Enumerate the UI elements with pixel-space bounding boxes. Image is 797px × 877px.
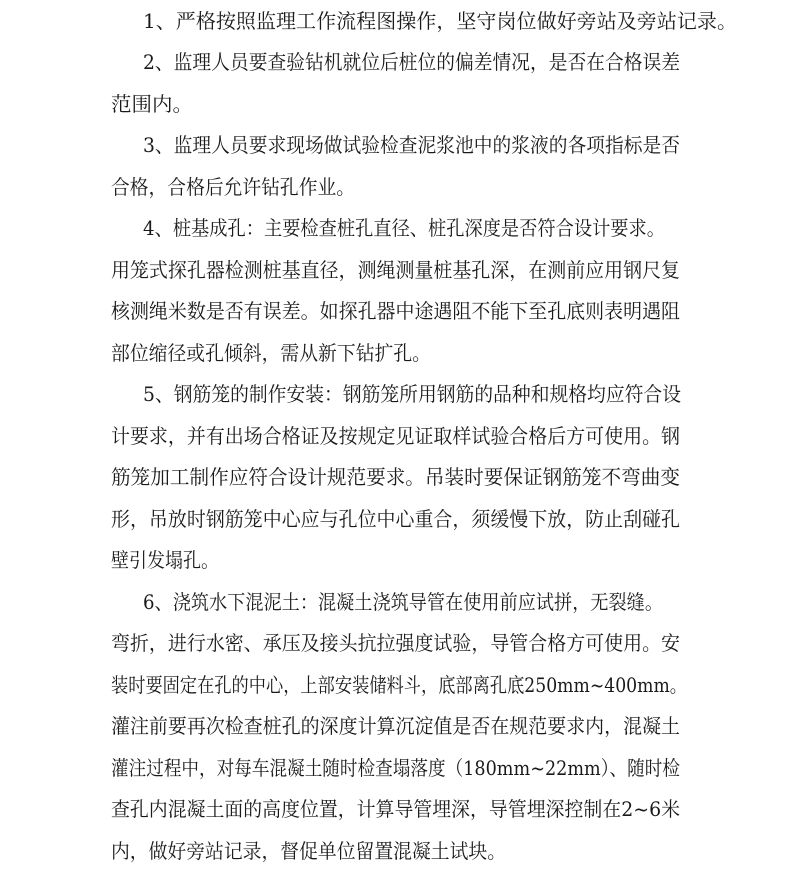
text-line: 3、监理人员要求现场做试验检查泥浆池中的浆液的各项指标是否 [143,133,680,157]
paragraph-6-line-5 [0,747,797,789]
text-line: 壁引发塌孔。 [111,548,219,572]
paragraph-6-line-1 [0,581,797,623]
paragraph-4-line-4 [0,332,797,374]
paragraph-4-line-1 [0,207,797,249]
paragraph-3-line-2 [0,166,797,208]
paragraph-2-line-1 [0,41,797,83]
text-line: 灌注过程中，对每车混凝土随时检查塌落度（180mm~22mm）、随时检 [111,756,680,780]
paragraph-4-line-3 [0,290,797,332]
text-line: 形，吊放时钢筋笼中心应与孔位中心重合，须缓慢下放，防止刮碰孔 [111,507,680,531]
text-line: 合格，合格后允许钻孔作业。 [111,175,355,199]
text-line: 4、桩基成孔：主要检查桩孔直径、桩孔深度是否符合设计要求。 [143,216,665,240]
paragraph-6-line-6 [0,788,797,830]
text-line: 2、监理人员要查验钻机就位后桩位的偏差情况，是否在合格误差 [143,50,680,74]
text-line: 5、钢筋笼的制作安装：钢筋笼所用钢筋的品种和规格均应符合设 [143,382,681,406]
paragraph-5-line-5 [0,539,797,581]
text-line: 装时要固定在孔的中心，上部安装储料斗，底部离孔底250mm~400mm。 [111,673,687,697]
paragraph-5-line-1 [0,373,797,415]
text-line: 灌注前要再次检查桩孔的深度计算沉淀值是否在规范要求内，混凝土 [111,714,680,738]
text-line: 核测绳米数是否有误差。如探孔器中途遇阻不能下至孔底则表明遇阻 [111,299,680,323]
text-line: 计要求，并有出场合格证及按规定见证取样试验合格后方可使用。钢 [111,424,680,448]
text-line: 用笼式探孔器检测桩基直径，测绳测量桩基孔深，在测前应用钢尺复 [111,258,680,282]
text-line: 弯折，进行水密、承压及接头抗拉强度试验，导管合格方可使用。安 [111,631,680,655]
paragraph-2-line-2 [0,83,797,125]
paragraph-6-line-2 [0,622,797,664]
paragraph-6-line-4 [0,705,797,747]
text-line: 范围内。 [111,92,193,116]
paragraph-6-line-7 [0,830,797,872]
text-line: 1、严格按照监理工作流程图操作，坚守岗位做好旁站及旁站记录。 [143,9,737,33]
paragraph-3-line-1 [0,124,797,166]
paragraph-5-line-2 [0,415,797,457]
text-line: 6、浇筑水下混泥土：混凝土浇筑导管在使用前应试拼，无裂缝。 [143,590,663,614]
paragraph-5-line-4 [0,498,797,540]
text-line: 筋笼加工制作应符合设计规范要求。吊装时要保证钢筋笼不弯曲变 [111,465,680,489]
paragraph-6-line-3 [0,664,797,706]
paragraph-4-line-2 [0,249,797,291]
text-line: 内，做好旁站记录，督促单位留置混凝土试块。 [111,839,506,863]
text-line: 部位缩径或孔倾斜，需从新下钻扩孔。 [111,341,431,365]
text-line: 查孔内混凝土面的高度位置，计算导管埋深，导管埋深控制在2~6米 [111,797,680,821]
paragraph-5-line-3 [0,456,797,498]
paragraph-1-line-1 [0,0,797,42]
